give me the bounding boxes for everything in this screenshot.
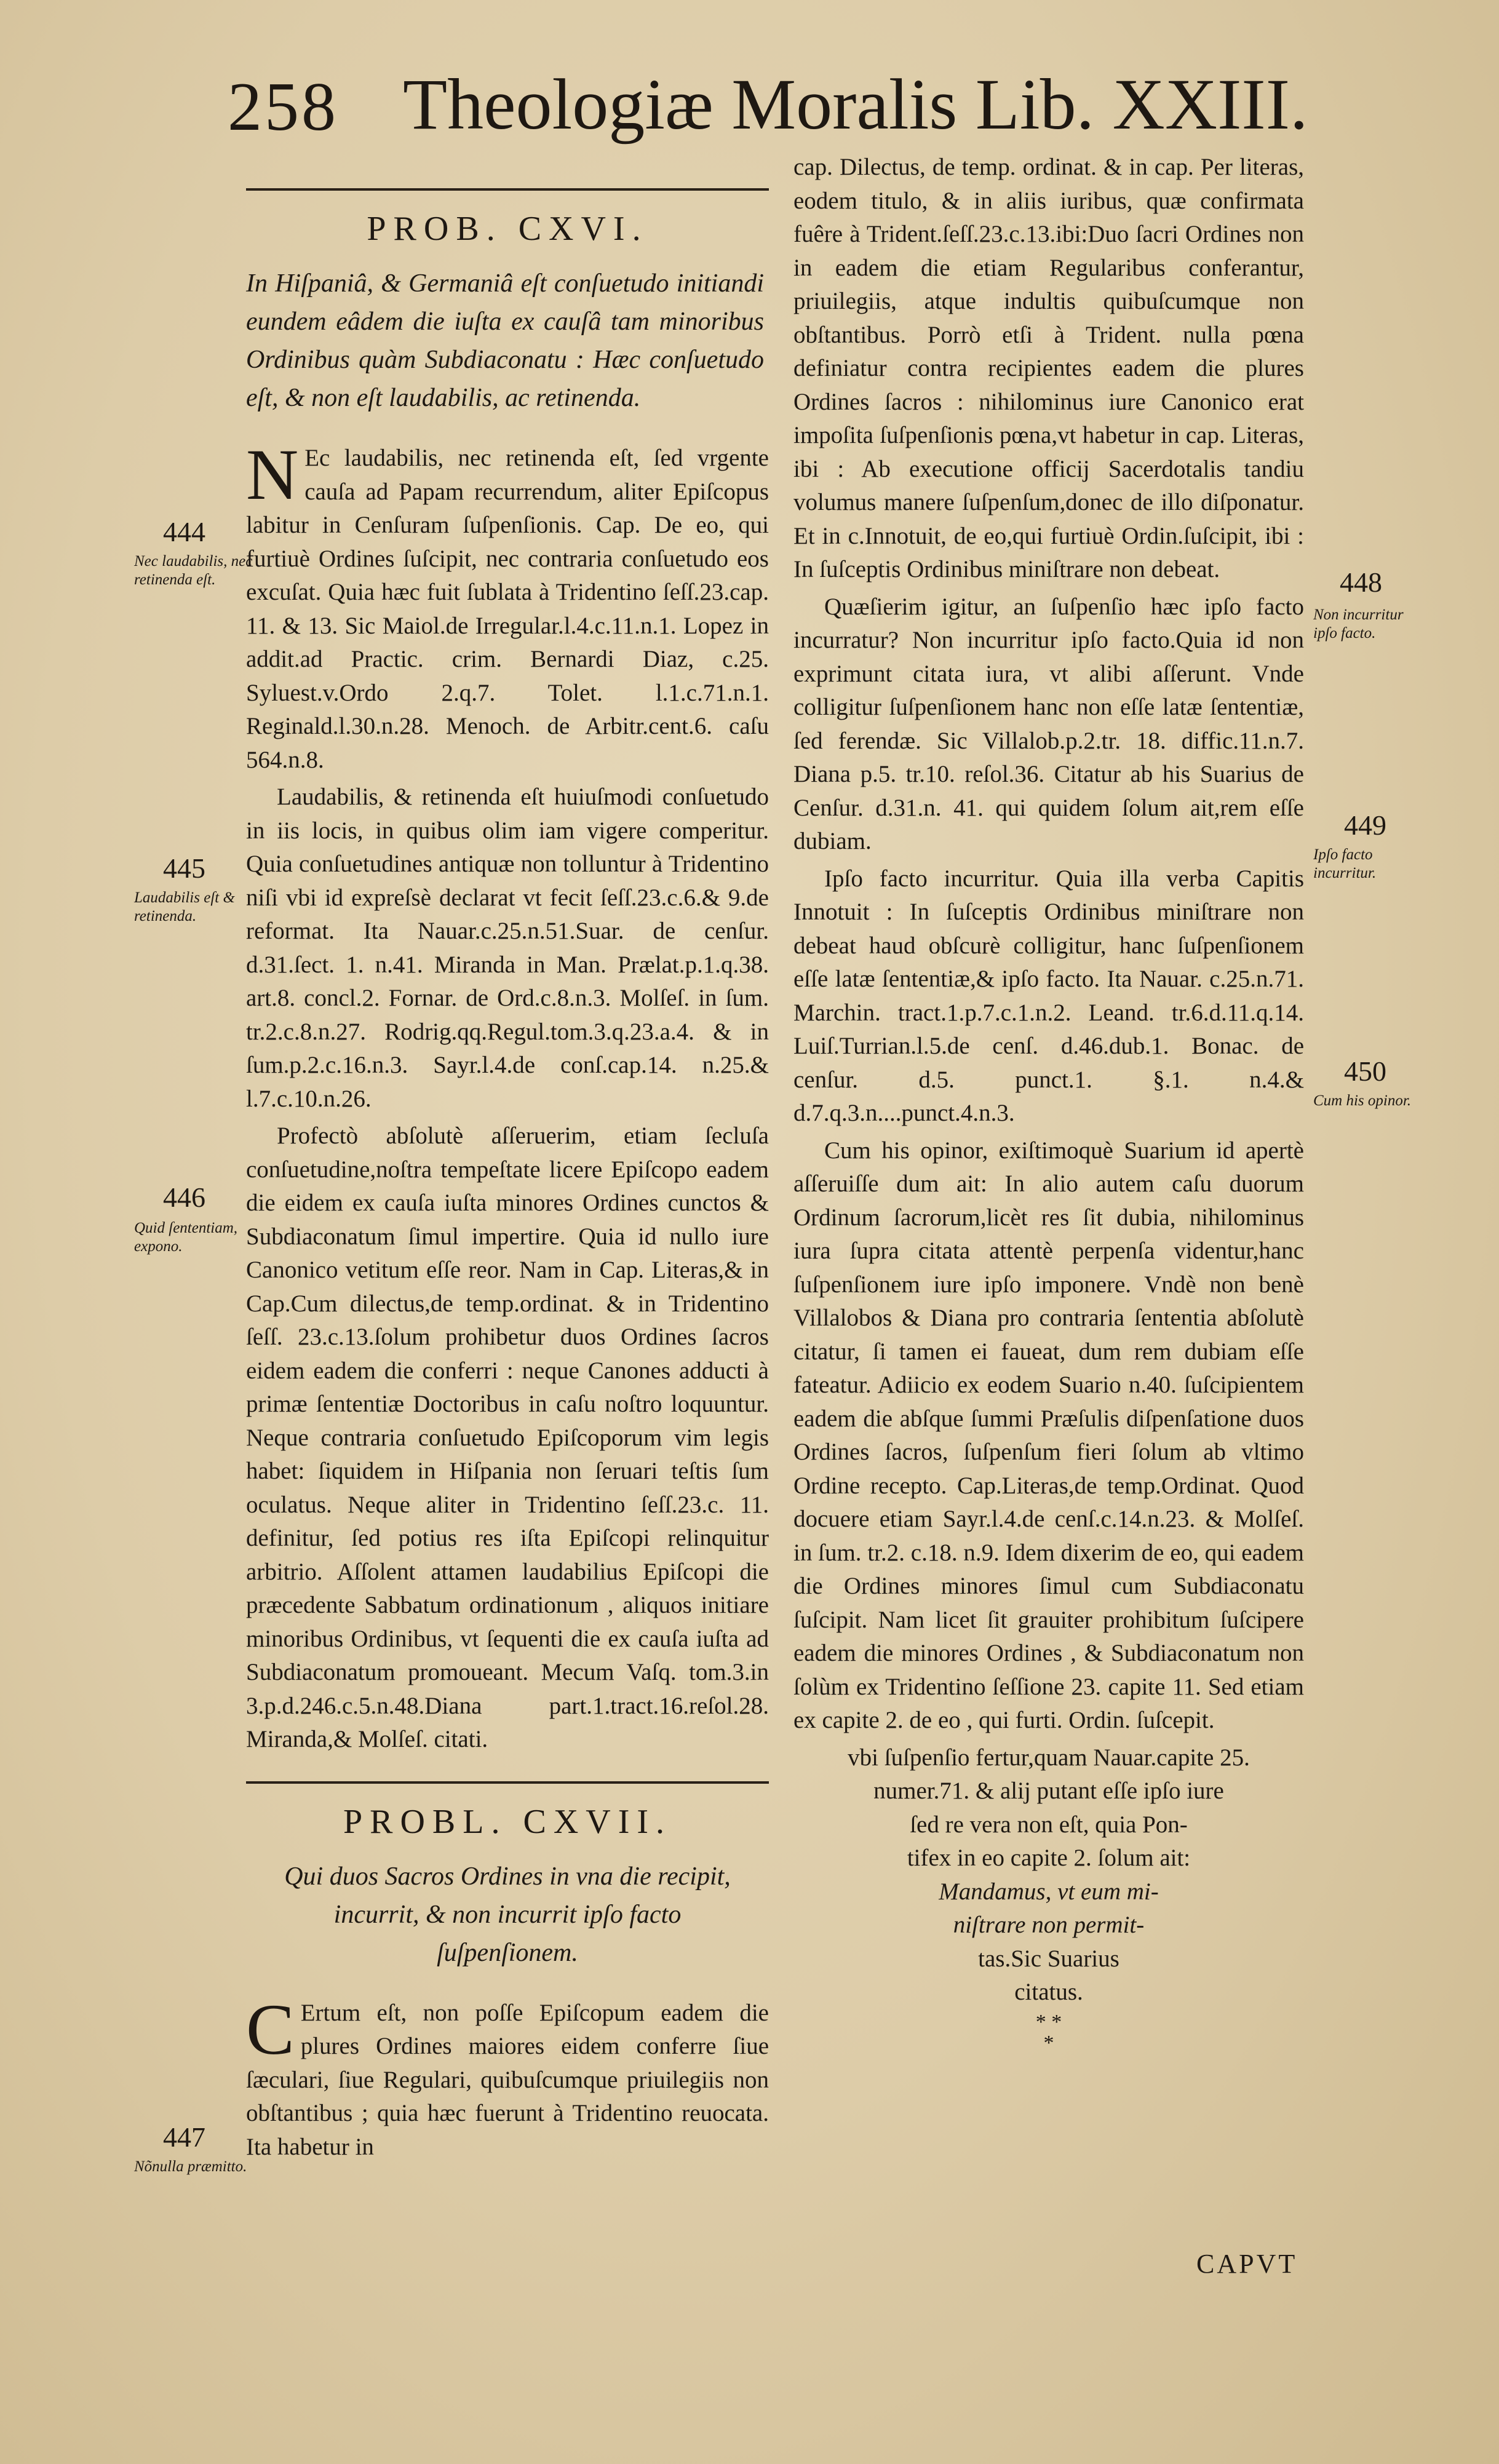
paragraph-444	[246, 434, 769, 777]
paragraph-445: Laudabilis, & retinenda eſt huiuſmodi conſuetudo in iis locis, in quibus olim iam vigere comperitur. Quia conſuetudines antiquæ non tolluntur à Tridentino niſi vbi id expreſsè declarat vt fecit ſeſſ.23.c.6.& 9.de reformat. Ita Nauar.c.25.n.51.Suar. de cenſur. d.31.ſect. 1. n.41. Miranda in Man. Prælat.p.1.q.38. art.8. concl.2. Fornar. de Ord.c.8.n.3. Molſeſ. in ſum. tr.2.c.8.n.27. Rodrig.qq.Regul.tom.3.q.23.a.4. & in ſum.p.2.c.16.n.3. Sayr.l.4.de conſ.cap.14. n.25.& l.7.c.10.n.26.	[246, 784, 769, 1112]
left-column	[246, 185, 769, 2168]
paragraph-446: Profectò abſolutè aſſeruerim, etiam ſecluſa conſuetudine,noſtra tempeſtate licere Epiſcopo eadem die eidem ex cauſa iuſta minores Ordines cunctos & Subdiaconatum ſimul impertire. Quia id nullo iure Canonico vetitum eſſe reor. Nam in Cap. Literas,& in Cap.Cum dilectus,de temp.ordinat. & in Tridentino ſeſſ. 23.c.13.ſolum prohibetur duos Ordines ſacros eidem eadem die conferri : neque Canones adducti à primæ ſententiæ Doctoribus in caſu noſtro loquuntur. Neque contraria conſuetudo Epiſcoporum vim legis habet: ſiquidem in Hiſpania non ſeruari teſtis ſum oculatus. Neque aliter in Tridentino ſeſſ.23.c. 11. definitur, ſed potius res iſta Epiſcopi relinquitur arbitrio. Aſſolent attamen laudabilius Epiſcopi die præcedente Sabbatum ordinationum , aliquos initiare minoribus Ordinibus, vt ſequenti die ex cauſa iuſta ad Subdiaconatum promoueant. Mecum Vaſq. tom.3.in 3.p.d.246.c.5.n.48.Diana part.1.tract.16.reſol.28. Miranda,& Molſeſ. citati.	[246, 1123, 769, 1752]
problem-117-heading: PROBL. CXVII.	[343, 1802, 672, 1841]
margin-number-445: 445	[163, 852, 205, 884]
paragraph-447-text: Ertum eſt, non poſſe Epiſcopum eadem die plures Ordines maiores eidem conferre ſiue ſæculari, ſiue Regulari, quibuſcumque priuilegiis non obſtantibus ; quia hæc fuerunt à Tridentino reuocata. Ita habetur in	[246, 1999, 769, 2160]
margin-number-448: 448	[1340, 566, 1382, 598]
tail-line: tifex in eo capite 2. ſolum ait:	[907, 1845, 1191, 1871]
problem-116-summary: In Hiſpaniâ, & Germaniâ eſt conſuetudo initiandi eundem eâdem die iuſta ex cauſâ tam minoribus Ordinibus quàm Subdiaconatu : Hæc conſuetudo eſt, & non eſt laudabilis, ac retinenda.	[246, 269, 764, 412]
tail-line: niſtrare non permit-	[953, 1912, 1145, 1938]
problem-117-summary: Qui duos Sacros Ordines in vna die recipit, incurrit, & non incurrit ipſo facto ſuſpenſionem.	[284, 1862, 731, 1967]
paragraph-444-text: Ec laudabilis, nec retinenda eſt, ſed vrgente cauſa ad Papam recurrendum, aliter Epiſcopus labitur in Cenſuram ſuſpenſionis. Cap. De eo, qui furtiuè Ordines ſuſcipit, nec contraria conſuetudo eos excuſat. Quia hæc fuit ſublata à Tridentino ſeſſ.23.cap. 11. & 13. Sic Maiol.de Irregular.l.4.c.11.n.1. Lopez in addit.ad Practic. crim. Bernardi Diaz, c.25. Syluest.v.Ordo 2.q.7. Tolet. l.1.c.71.n.1. Reginald.l.30.n.28. Menoch. de Arbitr.cent.6. caſu 564.n.8.	[246, 445, 769, 773]
tail-line: Mandamus, vt eum mi-	[939, 1878, 1159, 1905]
tail-line: vbi ſuſpenſio fertur,quam Nauar.capite 25.	[848, 1744, 1250, 1771]
margin-number-449: 449	[1344, 809, 1386, 841]
end-ornament-stars: * * *	[1035, 2010, 1062, 2054]
paragraph-448: Quæſierim igitur, an ſuſpenſio hæc ipſo facto incurratur? Non incurritur ipſo facto.Quia id non exprimunt citata iura, vt alibi aſſerunt. Vnde colligitur ſuſpenſionem hanc non eſſe latæ ſententiæ, ſed ferendæ. Sic Villalob.p.2.tr. 18. diffic.11.n.7. Diana p.5. tr.10. reſol.36. Citatur ab his Suarius de Cenſur. d.31.n. 41. qui quidem ſolum ait,rem eſſe dubiam.	[793, 593, 1304, 854]
margin-note-449: Ipſo facto incurritur.	[1313, 846, 1377, 881]
problem-116-heading: PROB. CXVI.	[367, 210, 648, 248]
continued-paragraph: cap. Dilectus, de temp. ordinat. & in cap. Per literas, eodem titulo, & in aliis iuribus, quæ confirmata fuêre à Trident.ſeſſ.23.c.13.ibi:Duo ſacri Ordines non in eadem die etiam Regularibus conferantur, priuilegiis, atque indultis quibuſcumque non obſtantibus. Porrò etſi à Trident. nulla pœna definiatur contra recipientes eadem die plures Ordines ſacros : nihilominus iure Canonico erat impoſita ſuſpenſionis pœna,vt habetur in cap. Literas, ibi : Ab executione officij Sacerdotalis tandiu volumus manere ſuſpenſum,donec de illo diſponatur. Et in c.Innotuit, de eo,qui furtiuè Ordin.ſuſcipit, ibi : In ſuſceptis Ordinibus miniſtrare non debeat.	[793, 154, 1304, 582]
paragraph-449: Ipſo facto incurritur. Quia illa verba Capitis Innotuit : In ſuſceptis Ordinibus miniſtrare non debeat haud obſcurè colligitur, hanc ſuſpenſionem eſſe latæ ſententiæ,& ipſo facto. Ita Nauar. c.25.n.71. Marchin. tract.1.p.7.c.1.n.2. Leand. tr.6.d.11.q.14. Luiſ.Turrian.l.5.de cenſ. d.46.dub.1. Bonac. de cenſur. d.5. punct.1. §.1. n.4.& d.7.q.3.n....punct.4.n.3.	[793, 865, 1304, 1126]
page-number: 258	[228, 69, 338, 145]
paragraph-450: Cum his opinor, exiſtimoquè Suarium id apertè aſſeruiſſe dum ait: In alio autem caſu duorum Ordinum ſacrorum,licèt res ſit dubia, nihilominus iura ſupra citata attentè perpenſa videntur,hanc ſuſpenſionem iure ipſo imponere. Vndè non benè Villalobos & Diana pro contraria ſententia abſolutè citatur, ſi tamen ei faueat, dum rem dubiam eſſe fateatur. Adiicio ex eodem Suario n.40. ſuſcipientem eadem die abſque ſummi Præſulis diſpenſatione duos Ordines ſacros, ſuſpenſum fieri ſolum ab vltimo Ordine recepto. Cap.Literas,de temp.Ordinat. Quod docuere etiam Sayr.l.4.de cenſ.c.14.n.23. & Molſeſ. in ſum. tr.2. c.18. n.9. Idem dixerim de eo, qui eadem die Ordines minores ſimul cum Subdiaconatu ſuſcipit. Nam licet ſit grauiter prohibitum ſuſcipere eadem die minores Ordines , & Subdiaconatum non ſolùm ex Tridentino ſeſſione 23. capite 11. Sed etiam ex capite 2. de eo , qui furti. Ordin. ſuſcepit.	[793, 1137, 1304, 1733]
section-rule	[246, 188, 769, 191]
margin-number-444: 444	[163, 516, 205, 547]
margin-note-446: Quid ſententiam, expono.	[134, 1220, 238, 1255]
tail-line: ſed re vera non eſt, quia Pon-	[910, 1811, 1188, 1838]
margin-number-446: 446	[163, 1182, 205, 1213]
margin-note-450: Cum his opinor.	[1313, 1092, 1412, 1109]
dropcap-n: N	[246, 434, 299, 515]
right-column	[793, 151, 1304, 2054]
tail-line: citatus.	[1014, 1979, 1083, 2005]
tail-line: tas.Sic Suarius	[978, 1945, 1119, 1972]
catchword: CAPVT	[1196, 2249, 1298, 2279]
margin-number-447: 447	[163, 2121, 205, 2153]
margin-note-448: Non incurritur ipſo facto.	[1313, 606, 1404, 642]
dropcap-c: C	[246, 1989, 295, 2070]
margin-note-445: Laudabilis eſt & retinenda.	[134, 889, 235, 924]
tail-line: numer.71. & alij putant eſſe ipſo iure	[873, 1778, 1224, 1804]
margin-number-450: 450	[1344, 1055, 1386, 1087]
margin-note-447: Nõnulla præmitto.	[134, 2158, 247, 2175]
margin-note-444: Nec laudabilis, nec retinenda eſt.	[134, 553, 253, 588]
running-title: Theologiæ Moralis Lib. XXIII.	[403, 64, 1308, 145]
section-rule	[246, 1781, 769, 1784]
paragraph-447	[246, 1989, 769, 2164]
